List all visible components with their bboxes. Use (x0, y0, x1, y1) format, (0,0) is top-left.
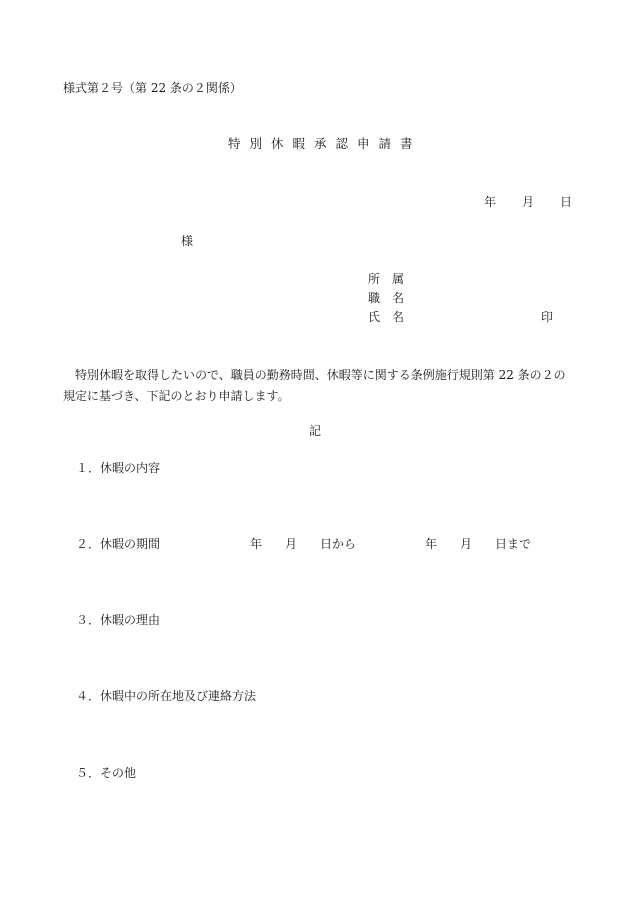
form-number: 様式第２号（第 22 条の２関係） (63, 81, 242, 95)
period-to (425, 538, 531, 550)
position-label: 職名 (368, 291, 417, 305)
body-line-1: 特別休暇を取得したいので、職員の勤務時間、休暇等に関する条例施行規則第 22 条の２の (75, 368, 566, 382)
item-number: ５． (76, 766, 101, 780)
applicant-name-row (368, 311, 416, 323)
applicant-position-row (368, 292, 416, 304)
period-from (250, 538, 356, 550)
item-leave-period (76, 538, 160, 550)
date-month: 月 (522, 195, 535, 209)
item-label: 休暇の理由 (100, 613, 161, 627)
item-number: ２． (76, 537, 101, 551)
period-to-day: 日まで (495, 537, 532, 551)
item-other (76, 767, 136, 779)
item-label: 休暇中の所在地及び連絡方法 (100, 689, 257, 703)
period-to-year: 年 (425, 537, 438, 551)
period-to-month: 月 (460, 537, 473, 551)
item-label: 休暇の期間 (100, 537, 161, 551)
addressee-suffix: 様 (181, 234, 194, 248)
ki-heading: 記 (309, 424, 322, 438)
application-body-text (63, 365, 566, 407)
item-location-contact (76, 690, 256, 702)
date-day: 日 (560, 195, 573, 209)
item-number: １． (76, 461, 101, 475)
applicant-affiliation-row (368, 273, 416, 285)
document-title: 特別休暇承認申請書 (228, 136, 422, 151)
seal-mark: 印 (541, 310, 554, 324)
period-from-year: 年 (250, 537, 263, 551)
date-year: 年 (484, 195, 497, 209)
item-number: ３． (76, 613, 101, 627)
affiliation-label: 所属 (368, 272, 417, 286)
item-label: 休暇の内容 (100, 461, 161, 475)
item-label: その他 (100, 766, 137, 780)
date-line (484, 196, 572, 208)
name-label: 氏名 (368, 310, 417, 324)
body-line-2: 規定に基づき、下記のとおり申請します。 (63, 389, 290, 403)
item-number: ４． (76, 689, 101, 703)
period-from-month: 月 (285, 537, 298, 551)
period-from-day: 日から (320, 537, 357, 551)
item-leave-reason (76, 614, 160, 626)
item-leave-content (76, 462, 160, 474)
